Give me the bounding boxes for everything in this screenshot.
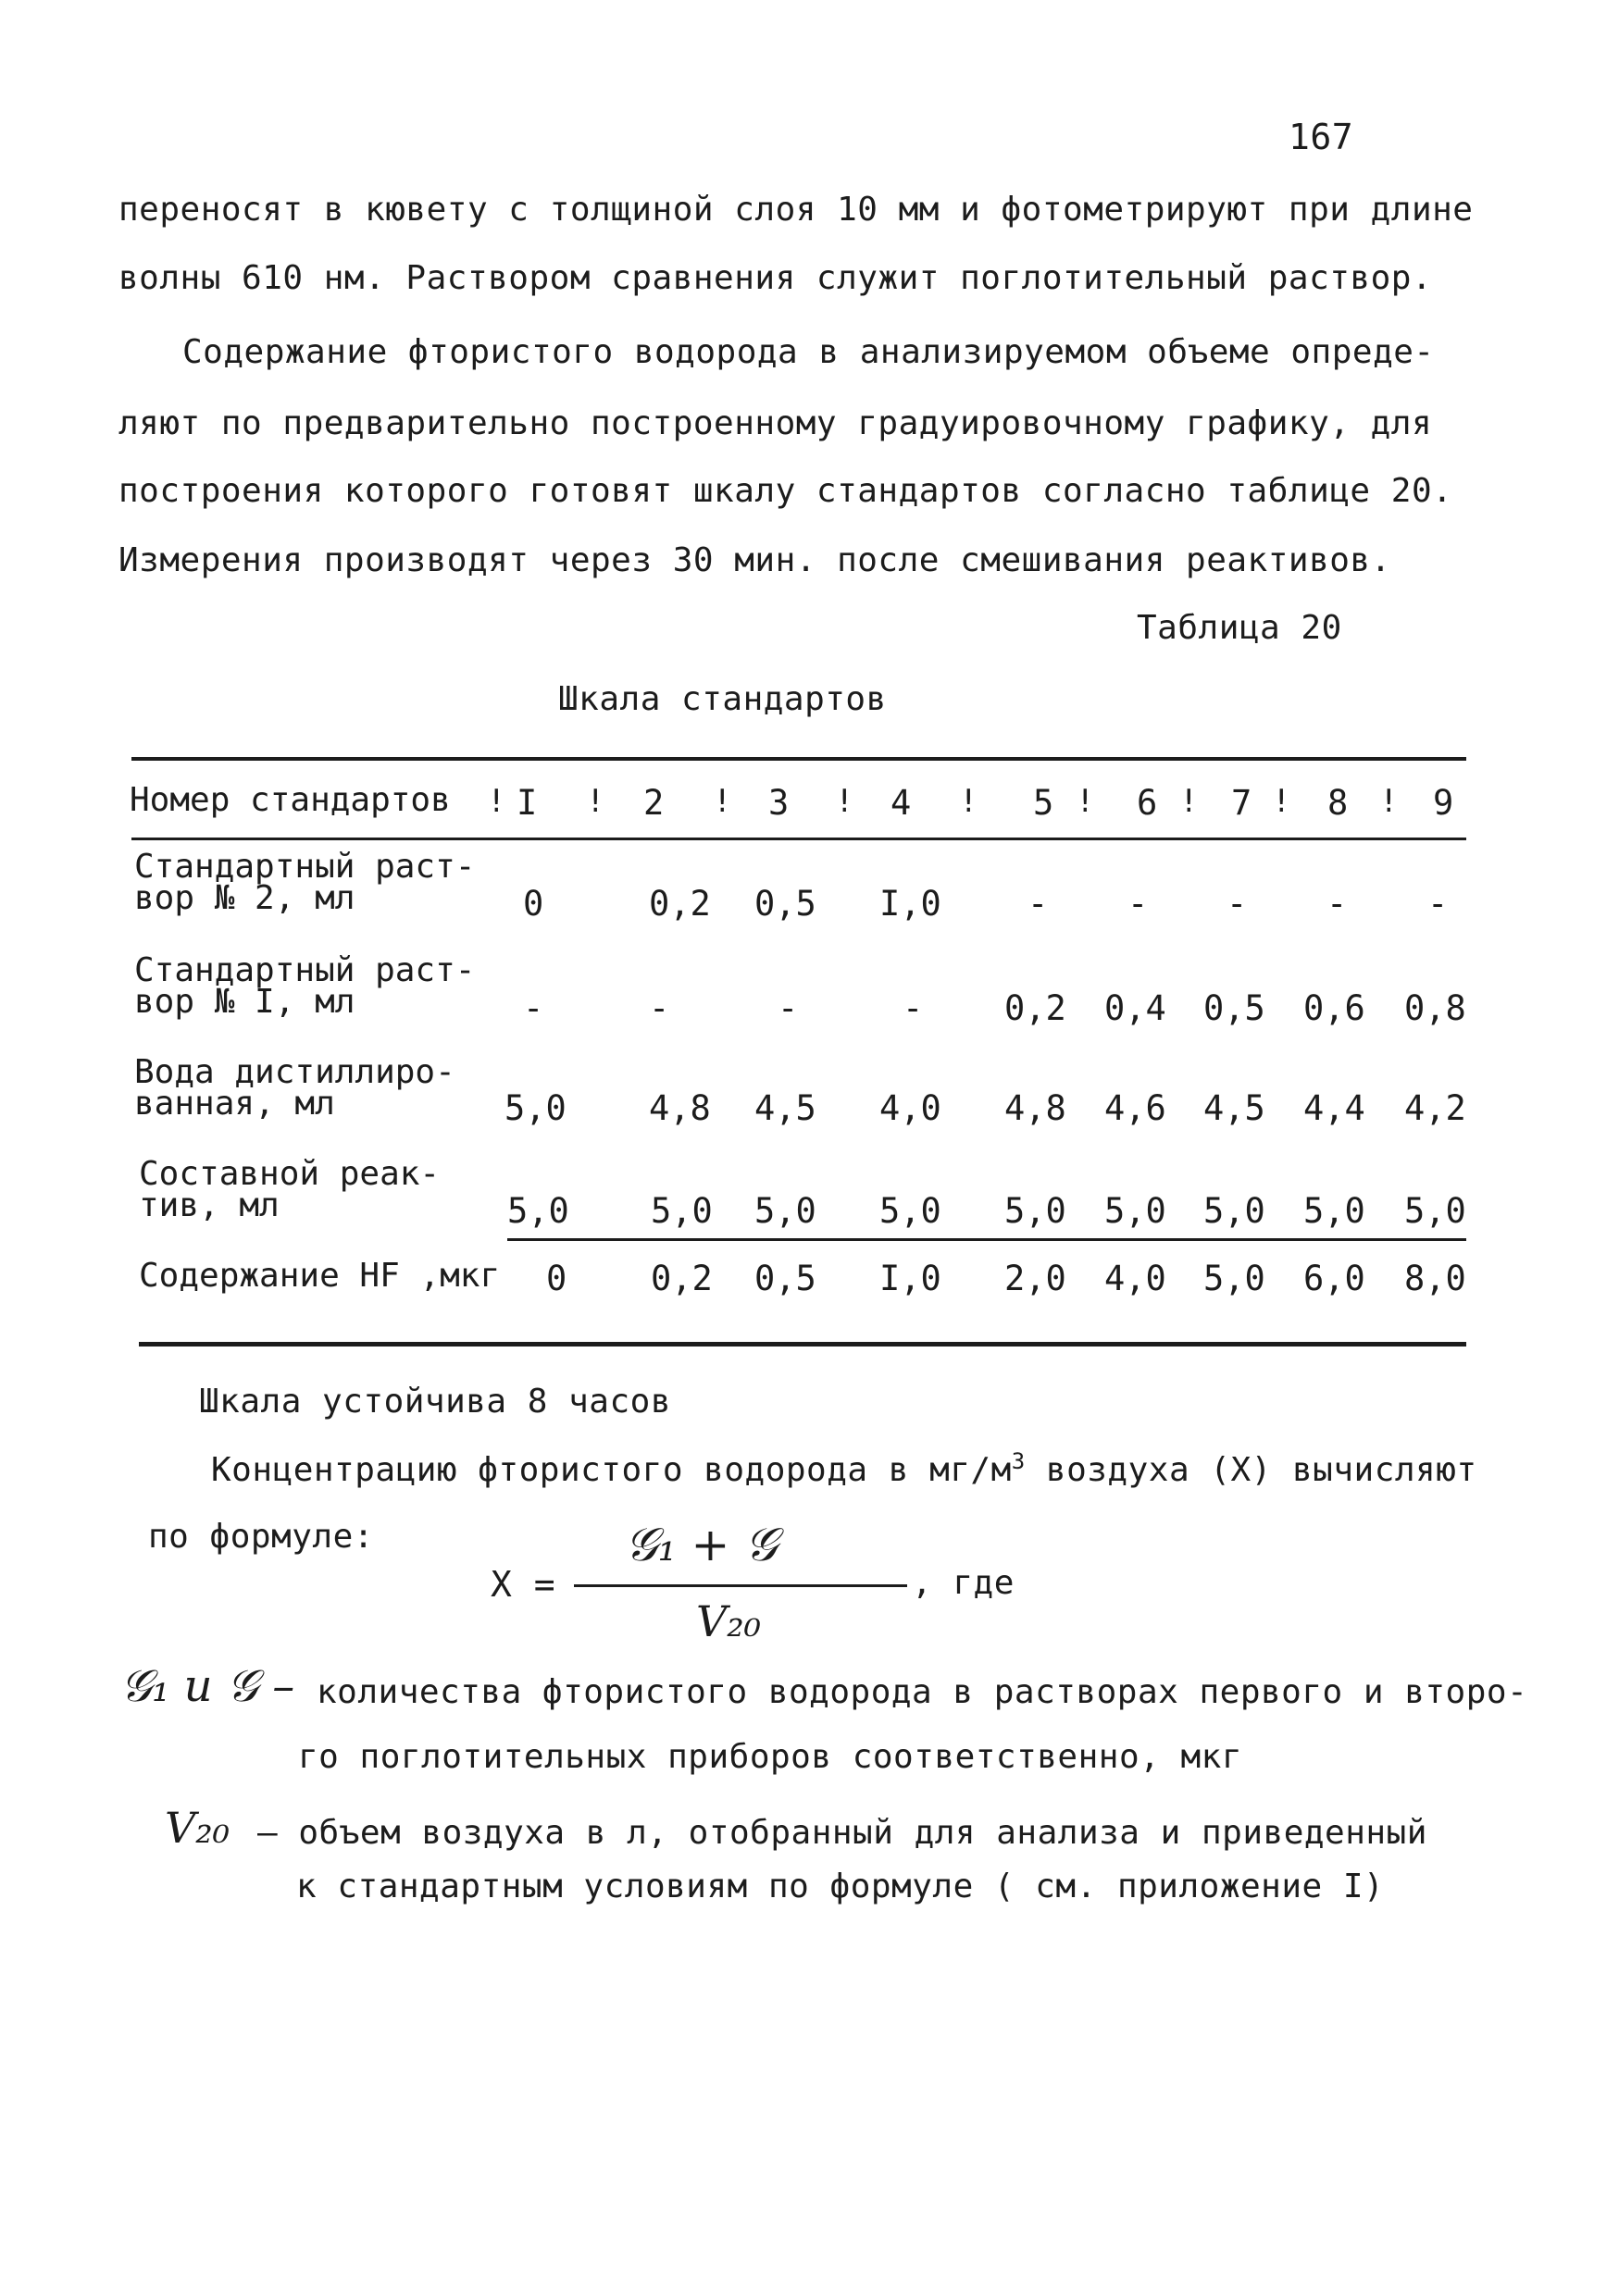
- row-label: ванная, мл: [134, 1085, 335, 1123]
- formula-denominator: V₂₀: [696, 1596, 762, 1646]
- column-separator: !: [1272, 783, 1291, 820]
- formula-lhs: X =: [491, 1564, 556, 1605]
- table-cell: -: [778, 988, 799, 1028]
- table-cell: 0,2: [649, 884, 711, 924]
- table-cell: 5,0: [754, 1191, 816, 1231]
- column-separator: !: [959, 783, 978, 820]
- definition-text: го поглотительных приборов соответственно, мкг: [298, 1738, 1242, 1776]
- table-cell: 4,8: [649, 1088, 711, 1128]
- column-separator: !: [1179, 783, 1199, 820]
- header-number: 9: [1433, 783, 1454, 823]
- table-cell: -: [1227, 884, 1248, 924]
- header-number: 8: [1327, 783, 1349, 823]
- table-caption: Таблица 20: [1137, 609, 1342, 647]
- definition-symbol: V₂₀: [165, 1803, 230, 1853]
- definition-text: – объем воздуха в л, отобранный для анализа и приведенный: [257, 1814, 1427, 1852]
- column-separator: !: [713, 783, 732, 820]
- header-number: 7: [1231, 783, 1252, 823]
- table-cell: 5,0: [1203, 1259, 1265, 1298]
- paragraph-line: построения которого готовят шкалу стандартов согласно таблице 20.: [118, 472, 1453, 510]
- table-cell: 5,0: [651, 1191, 713, 1231]
- table-cell: I,0: [879, 1259, 941, 1298]
- header-label: Номер стандартов: [130, 781, 451, 819]
- paragraph-line: Содержание фтористого водорода в анализируемом объеме опреде-: [182, 333, 1435, 371]
- row-label: Стандартный раст-: [134, 848, 476, 886]
- paragraph-line: ляют по предварительно построенному градуировочному графику, для: [118, 404, 1433, 442]
- definition-text: к стандартным условиям по формуле ( см. приложение I): [296, 1868, 1385, 1905]
- paragraph-line: волны 610 нм. Раствором сравнения служит поглотительный раствор.: [118, 259, 1433, 297]
- table-cell: -: [649, 988, 670, 1028]
- table-cell: 0,6: [1303, 988, 1365, 1028]
- table-cell: -: [1326, 884, 1348, 924]
- table-cell: 5,0: [1004, 1191, 1066, 1231]
- table-cell: -: [523, 988, 544, 1028]
- row-label: Содержание HF ,мкг: [139, 1257, 501, 1295]
- table-cell: 4,5: [1203, 1088, 1265, 1128]
- formula-suffix: , где: [912, 1564, 1015, 1602]
- table-cell: 4,0: [879, 1088, 941, 1128]
- table-cell: 4,4: [1303, 1088, 1365, 1128]
- table-cell: 4,8: [1004, 1088, 1066, 1128]
- table-cell: 5,0: [504, 1088, 567, 1128]
- page-number: 167: [1289, 117, 1354, 157]
- column-separator: !: [487, 783, 506, 820]
- header-number: I: [517, 783, 538, 823]
- table-cell: 4,0: [1104, 1259, 1166, 1298]
- table-cell: -: [1427, 884, 1449, 924]
- table-cell: 0,5: [1203, 988, 1265, 1028]
- table-title: Шкала стандартов: [558, 680, 887, 718]
- column-separator: !: [1076, 783, 1095, 820]
- table-cell: 0,8: [1404, 988, 1466, 1028]
- row-label: тив, мл: [139, 1186, 280, 1224]
- column-separator: !: [586, 783, 605, 820]
- table-cell: 4,2: [1404, 1088, 1466, 1128]
- header-number: 3: [768, 783, 790, 823]
- table-cell: 5,0: [1404, 1191, 1466, 1231]
- table-cell: 4,5: [754, 1088, 816, 1128]
- concentration-line: Концентрацию фтористого водорода в $мг/м^3$ воздуха (X) вычисляют: [211, 1448, 1477, 1489]
- row-label: Составной реак-: [139, 1155, 441, 1193]
- concentration-line-2: по формуле:: [148, 1518, 374, 1556]
- header-number: 6: [1137, 783, 1158, 823]
- table-cell: -: [1127, 884, 1149, 924]
- table-cell: 5,0: [1303, 1191, 1365, 1231]
- table-cell: 0,2: [651, 1259, 713, 1298]
- row-label: вор № 2, мл: [134, 879, 355, 917]
- header-number: 5: [1033, 783, 1054, 823]
- table-cell: 0: [546, 1259, 567, 1298]
- column-separator: !: [835, 783, 854, 820]
- column-separator: !: [1379, 783, 1399, 820]
- definition-text: количества фтористого водорода в растворах первого и второ-: [317, 1673, 1528, 1711]
- total-row-rule: [507, 1238, 1466, 1241]
- table-cell: 5,0: [507, 1191, 569, 1231]
- table-cell: -: [903, 988, 924, 1028]
- table-cell: 0,5: [754, 884, 816, 924]
- paragraph-line: Измерения производят через 30 мин. после смешивания реактивов.: [118, 541, 1391, 579]
- table-top-rule: [131, 757, 1466, 761]
- header-number: 4: [890, 783, 912, 823]
- table-cell: 5,0: [1203, 1191, 1265, 1231]
- table-cell: 2,0: [1004, 1259, 1066, 1298]
- fraction-bar: [574, 1584, 907, 1587]
- stability-note: Шкала устойчива 8 часов: [199, 1383, 671, 1421]
- table-cell: 0,2: [1004, 988, 1066, 1028]
- table-cell: 8,0: [1404, 1259, 1466, 1298]
- row-label: вор № I, мл: [134, 983, 355, 1021]
- header-rule: [131, 838, 1466, 840]
- table-cell: 0,5: [754, 1259, 816, 1298]
- definition-symbol: 𝒢₁ и 𝒢 –: [120, 1660, 295, 1712]
- table-cell: 4,6: [1104, 1088, 1166, 1128]
- row-label: Вода дистиллиро-: [134, 1053, 455, 1091]
- table-cell: 6,0: [1303, 1259, 1365, 1298]
- header-number: 2: [643, 783, 665, 823]
- table-cell: I,0: [879, 884, 941, 924]
- table-cell: 5,0: [1104, 1191, 1166, 1231]
- row-label: Стандартный раст-: [134, 951, 476, 989]
- paragraph-line: переносят в кювету с толщиной слоя 10 мм и фотометрируют при длине: [118, 191, 1474, 229]
- table-cell: 5,0: [879, 1191, 941, 1231]
- formula-numerator: 𝒢₁ + 𝒢: [625, 1518, 778, 1571]
- table-cell: 0,4: [1104, 988, 1166, 1028]
- table-cell: 0: [523, 884, 544, 924]
- table-cell: -: [1027, 884, 1049, 924]
- table-bottom-rule: [139, 1342, 1466, 1347]
